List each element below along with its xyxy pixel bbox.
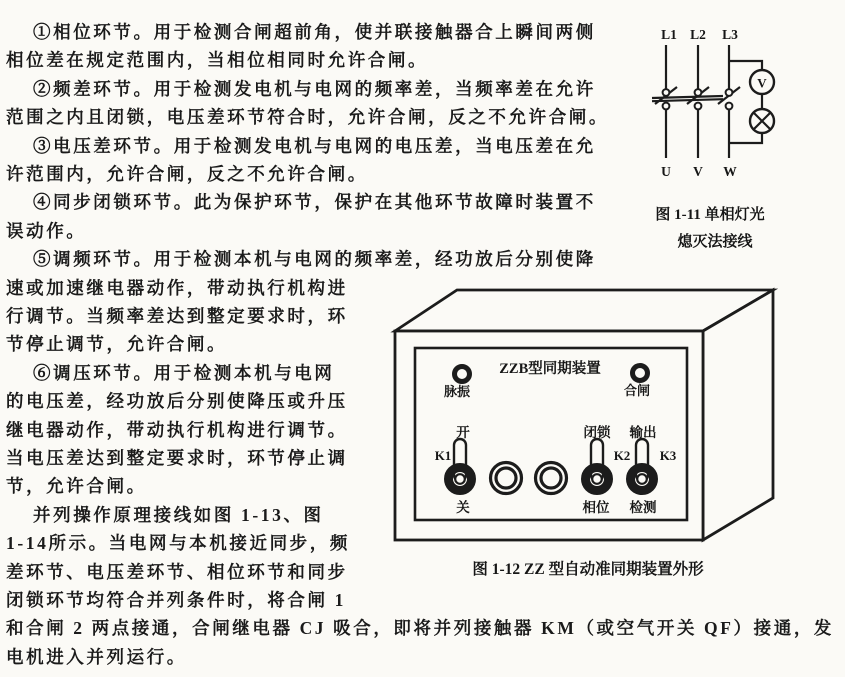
figure-1-12-sync-device [390,282,845,600]
text-line: 的电压差，经功放后分别使降压或升压 [6,391,348,412]
voltmeter-symbol [750,70,774,94]
phase-label-l2: L2 [690,27,706,42]
text-line: 行调节。当频率差达到整定要求时，环 [6,306,348,326]
text-line: 速或加速继电器动作，带动执行机构进 [6,277,348,298]
text-line: ②频差环节。用于检测发电机与电网的频率差，当频率差在允许 [33,78,596,99]
text-line: ⑥调压环节。用于检测本机与电网 [33,362,335,383]
switch-k1-top-label: 开 [456,425,470,440]
switch-k1-bottom-label: 关 [456,500,470,515]
phase-label-w: W [723,164,737,179]
text-line: 电机进入并列运行。 [6,646,187,667]
switch-k3-id: K3 [659,448,677,463]
text-line: 当电压差达到整定要求时，环节停止调 [6,448,348,468]
switch-k2-bottom-label: 相位 [582,500,610,515]
text-line: ①相位环节。用于检测合闸超前角，使并联接触器合上瞬间两侧 [33,22,596,42]
figure-1-11-caption-line1: 图 1-11 单相灯光 [655,207,765,223]
closing-led-label: 合闸 [623,383,651,398]
text-line: 许范围内，允许合闸，反之不允许合闸。 [6,164,368,184]
text-line: 和合闸 2 两点接通，合闸继电器 CJ 吸合，即将并列接触器 KM（或空气开关 QF）接通，发 [6,618,835,639]
phase-label-u: U [661,164,671,179]
text-line: ③电压差环节。用于检测发电机与电网的电压差，当电压差在允 [33,135,596,156]
text-line: 差环节、电压差环节、相位环节和同步 [6,561,348,582]
phase-label-v: V [693,164,703,179]
figure-1-11-lamp-extinction-wiring [628,12,845,258]
text-line: 继电器动作，带动执行机构进行调节。 [6,419,348,440]
phase-label-l3: L3 [722,27,738,42]
text-line: ⑤调频环节。用于检测本机与电网的频率差，经功放后分别使降 [33,249,596,270]
text-line: 并列操作原理接线如图 1-13、图 [33,504,324,525]
switch-k3-top-label: 输出 [629,425,657,440]
text-line: 1-14所示。当电网与本机接近同步，频 [6,533,350,554]
knob-left [491,463,522,494]
text-line: 相位差在规定范围内，当相位相同时允许合闸。 [6,50,429,71]
text-line: ④同步闭锁环节。此为保护环节，保护在其他环节故障时装置不 [33,192,596,213]
voltmeter-label: V [757,75,767,91]
panel-title: ZZB型同期装置 [499,361,601,377]
pulse-led-label: 脉振 [443,384,471,399]
text-line: 节，允许合闸。 [6,476,147,497]
text-line: 节停止调节，允许合闸。 [6,334,228,355]
phase-label-l1: L1 [661,27,677,42]
figure-1-11-caption-line2: 熄灭法接线 [677,234,753,250]
figure-1-12-caption: 图 1-12 ZZ 型自动准同期装置外形 [472,561,704,578]
switch-k3-bottom-label: 检测 [629,500,657,515]
text-line: 范围之内且闭锁，电压差环节符合时，允许合闸，反之不允许合闸。 [6,107,609,128]
switch-k2-id: K2 [613,448,631,463]
switch-k1-id: K1 [434,448,452,463]
text-line: 误动作。 [6,220,87,241]
switch-k2-top-label: 闭锁 [583,425,611,440]
three-pole-switch-symbol [652,87,740,109]
knob-right [536,463,567,494]
lamp-symbol [750,109,774,133]
text-line: 闭锁环节均符合并列条件时，将合闸 1 [6,590,346,610]
